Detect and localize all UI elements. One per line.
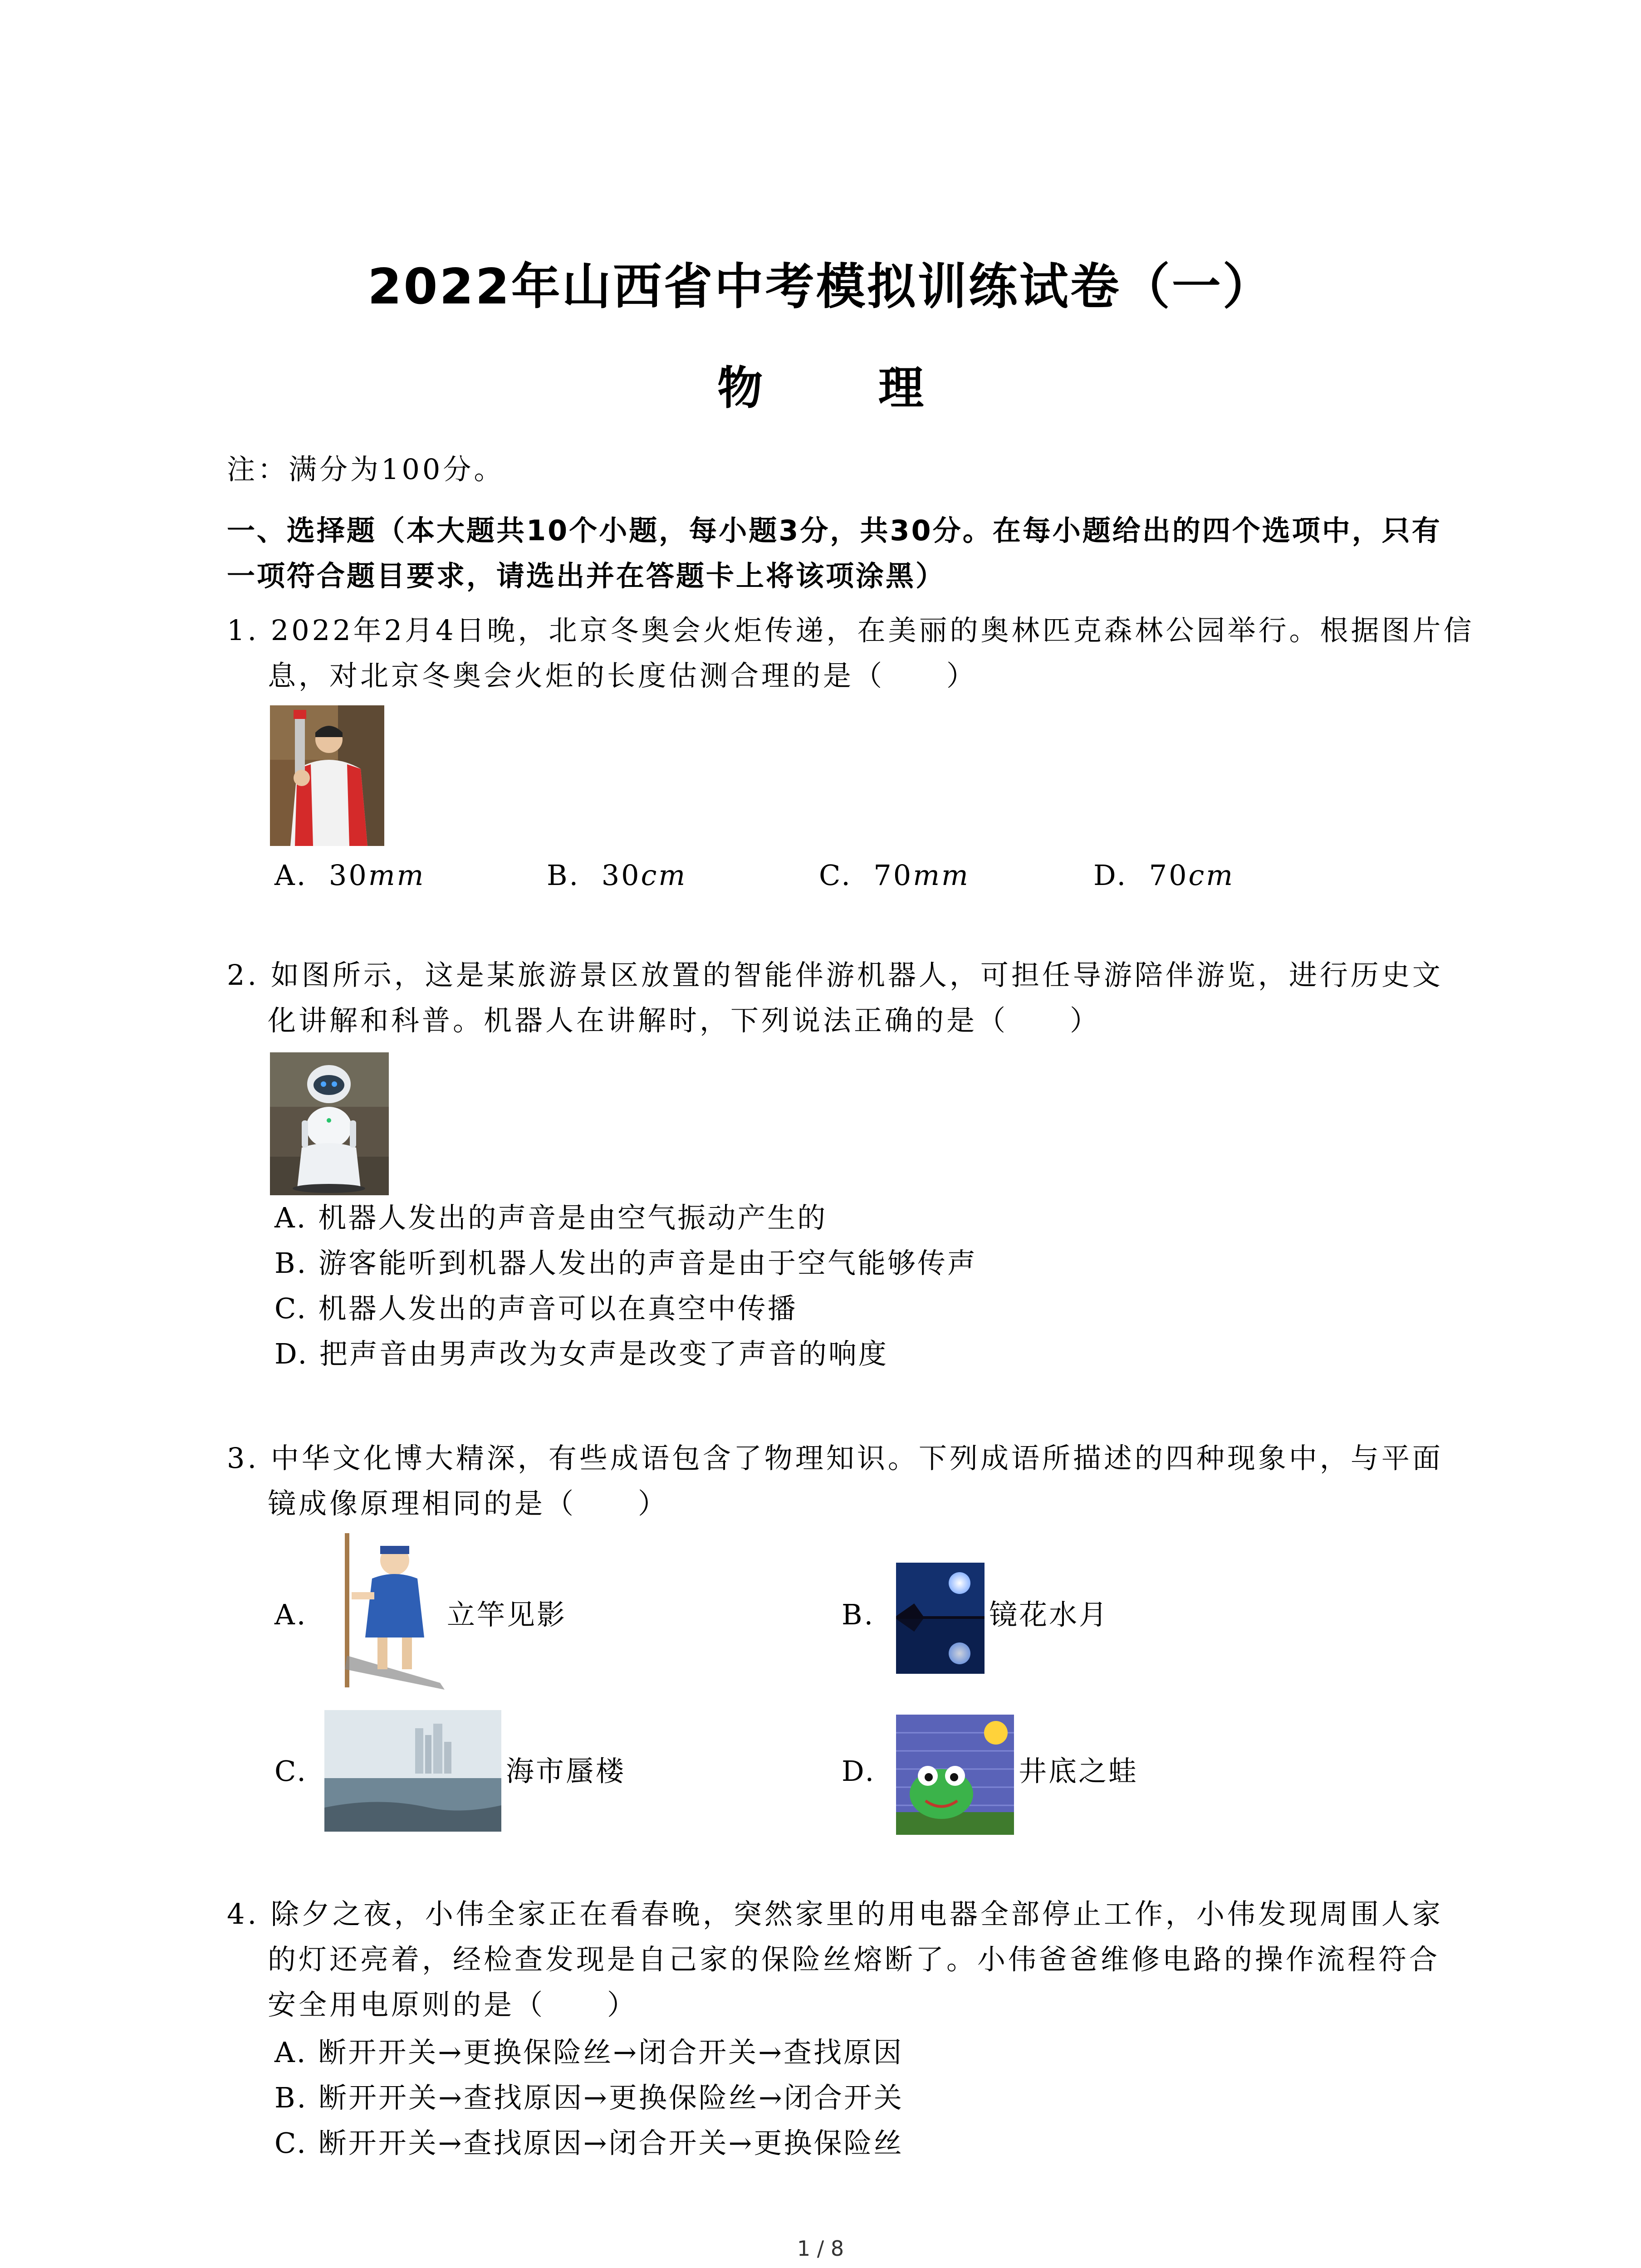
q4-option-b[interactable]: B. 断开开关→查找原因→更换保险丝→闭合开关	[274, 2081, 904, 2114]
q4-stem-line2: 的灯还亮着，经检查发现是自己家的保险丝熔断了。小伟爸爸维修电路的操作流程符合	[268, 1943, 1440, 1976]
q1-option-c[interactable]: C. 70mm	[819, 859, 970, 892]
q4-stem-line1: 4. 除夕之夜，小伟全家正在看春晚，突然家里的用电器全部停止工作，小伟发现周围人家	[227, 1897, 1443, 1931]
robot-photo	[270, 1052, 389, 1195]
q3-option-a-letter[interactable]: A.	[274, 1598, 308, 1631]
q2-stem-line1: 2. 如图所示，这是某旅游景区放置的智能伴游机器人，可担任导游陪伴游览，进行历史文	[227, 958, 1443, 992]
score-note: 注：满分为100分。	[227, 453, 505, 486]
q4-option-c[interactable]: C. 断开开关→查找原因→闭合开关→更换保险丝	[274, 2126, 904, 2160]
q3-option-b-text[interactable]: 镜花水月	[989, 1598, 1109, 1631]
q3-stem-line1: 3. 中华文化博大精深，有些成语包含了物理知识。下列成语所描述的四种现象中，与平面	[227, 1442, 1443, 1475]
q3-option-b-letter[interactable]: B.	[842, 1598, 875, 1631]
q1-stem-line2: 息，对北京冬奥会火炬的长度估测合理的是（ ）	[268, 659, 978, 692]
q3-option-c-text[interactable]: 海市蜃楼	[506, 1755, 626, 1788]
q4-option-a[interactable]: A. 断开开关→更换保险丝→闭合开关→查找原因	[274, 2036, 904, 2069]
q2-option-d[interactable]: D. 把声音由男声改为女声是改变了声音的响度	[274, 1337, 888, 1370]
q3-option-d-text[interactable]: 井底之蛙	[1019, 1755, 1139, 1788]
q4-stem-line3: 安全用电原则的是（ ）	[268, 1988, 638, 2021]
q1-stem-line1: 1. 2022年2月4日晚，北京冬奥会火炬传递，在美丽的奥林匹克森林公园举行。根据图片信	[227, 614, 1474, 647]
q2-option-a[interactable]: A. 机器人发出的声音是由空气振动产生的	[274, 1201, 828, 1234]
section-heading-line1: 一、选择题（本大题共10个小题，每小题3分，共30分。在每小题给出的四个选项中，只有	[227, 514, 1442, 547]
pole-shadow-illustration	[327, 1533, 445, 1694]
q3-stem-line2: 镜成像原理相同的是（ ）	[268, 1487, 669, 1520]
q2-option-c[interactable]: C. 机器人发出的声音可以在真空中传播	[274, 1292, 798, 1325]
q1-option-d[interactable]: D. 70cm	[1093, 859, 1235, 892]
torchbearer-photo	[270, 705, 384, 846]
moon-reflection-illustration	[896, 1563, 985, 1674]
q3-option-a-text[interactable]: 立竿见影	[447, 1598, 567, 1631]
page-number: 1 / 8	[797, 2236, 844, 2261]
q1-option-a[interactable]: A. 30mm	[274, 859, 426, 892]
q2-stem-line2: 化讲解和科普。机器人在讲解时，下列说法正确的是（ ）	[268, 1004, 1101, 1037]
q3-option-c-letter[interactable]: C.	[274, 1755, 308, 1788]
q1-option-b[interactable]: B. 30cm	[547, 859, 687, 892]
mirage-photo	[324, 1710, 501, 1832]
section-heading-line2: 一项符合题目要求，请选出并在答题卡上将该项涂黑）	[227, 559, 946, 592]
q3-option-d-letter[interactable]: D.	[842, 1755, 876, 1788]
q2-option-b[interactable]: B. 游客能听到机器人发出的声音是由于空气能够传声	[274, 1246, 977, 1280]
frog-in-well-illustration	[896, 1715, 1014, 1835]
subject-title: 物 理	[717, 362, 974, 415]
exam-title: 2022年山西省中考模拟训练试卷（一）	[367, 259, 1274, 315]
